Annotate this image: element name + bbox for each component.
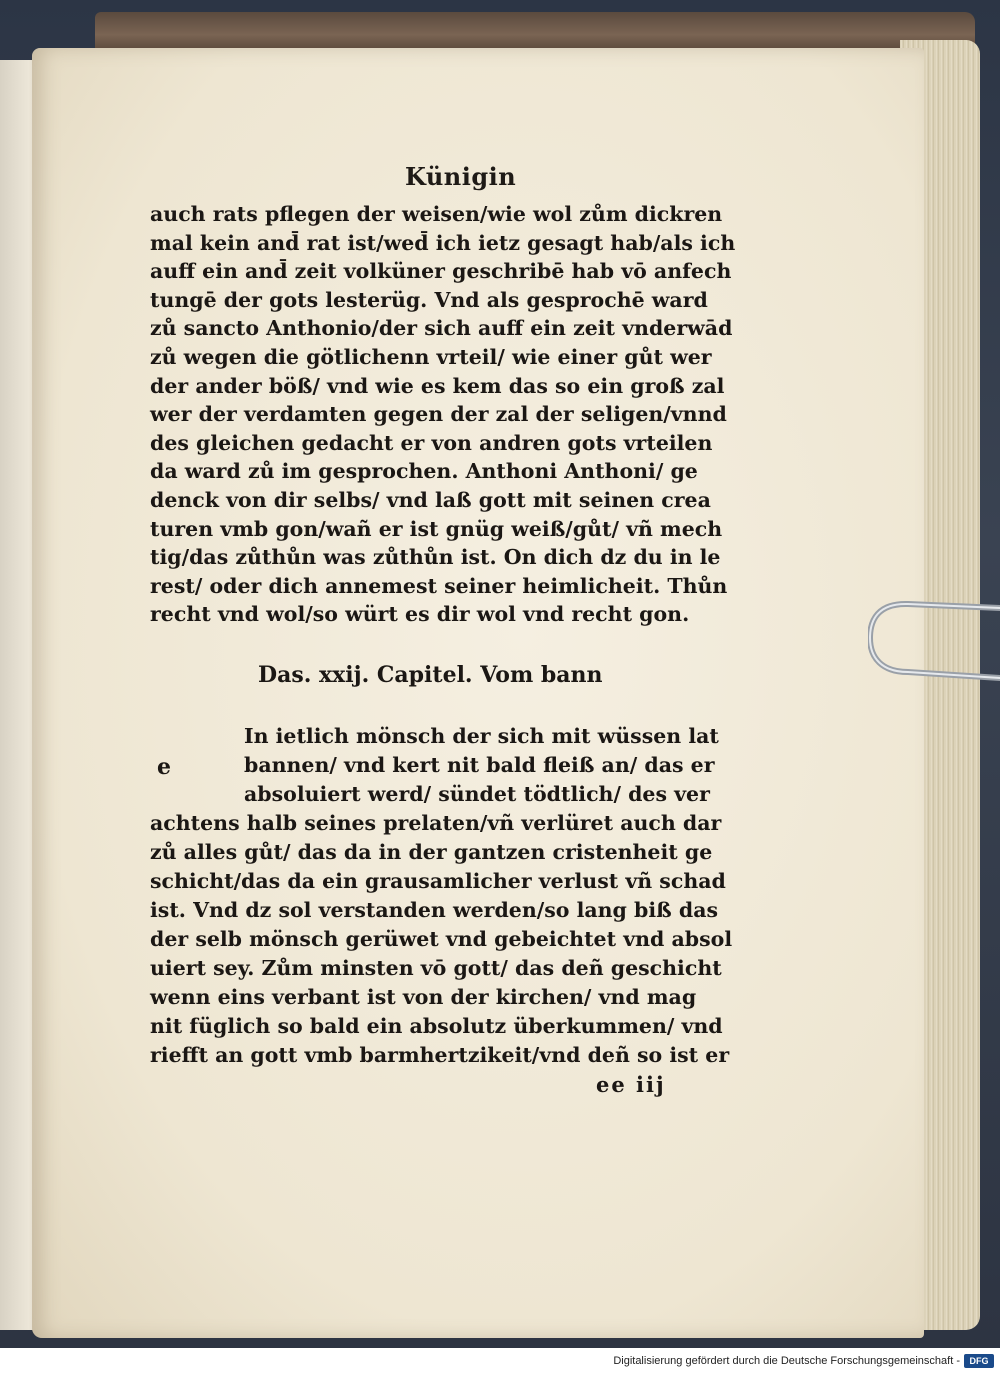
text-line: nit füglich so bald ein absolutz überkummen/ vnd — [150, 1014, 723, 1038]
text-line: riefft an gott vmb barmhertzikeit/vnd deñ so ist er — [150, 1043, 730, 1067]
text-line: tig/das zůthůn was zůthůn ist. On dich dz du in le — [150, 545, 721, 570]
text-line: achtens halb seines prelaten/vñ verlüret auch dar — [150, 811, 722, 835]
text-line: zů sancto Anthonio/der sich auff ein zeit vnderwād — [150, 316, 733, 341]
footer-bar — [0, 1348, 1000, 1374]
text-line: bannen/ vnd kert nit bald fleiß an/ das er — [244, 753, 715, 777]
guide-letter: e — [157, 754, 171, 780]
text-line: wenn eins verbant ist von der kirchen/ vnd mag — [150, 985, 697, 1009]
text-line: des gleichen gedacht er von andren gots vrteilen — [150, 430, 713, 455]
text-line: wer der verdamten gegen der zal der seligen/vnnd — [150, 402, 727, 427]
running-head: Künigin — [405, 162, 517, 191]
text-line: da ward zů im gesprochen. Anthoni Anthoni/ ge — [150, 459, 698, 484]
text-line: uiert sey. Zům minsten vō gott/ das deñ geschicht — [150, 956, 722, 980]
text-line: der selb mönsch gerüwet vnd gebeichtet vnd absol — [150, 927, 733, 951]
text-line: auch rats pflegen der weisen/wie wol zům dickren — [150, 202, 723, 226]
dfg-logo: DFG — [964, 1354, 994, 1368]
funding-credit: Digitalisierung gefördert durch die Deutsche Forschungsgemeinschaft - — [613, 1355, 960, 1367]
book-cover-edge — [95, 12, 975, 50]
text-line: absoluiert werd/ sündet tödtlich/ des ver — [244, 782, 710, 806]
text-line: tungē der gots lesterüg. Vnd als gesprochē ward — [150, 287, 708, 312]
text-line: mal kein and̄ rat ist/wed̄ ich ietz gesagt hab/als ich — [150, 230, 736, 255]
text-line: der ander böß/ vnd wie es kem das so ein groß zal — [150, 373, 725, 398]
text-line: denck von dir selbs/ vnd laß gott mit seinen crea — [150, 487, 711, 512]
text-line: turen vmb gon/wañ er ist gnüg weiß/gůt/ vñ mech — [150, 516, 723, 541]
paragraph-2 — [150, 722, 750, 1070]
text-line: rest/ oder dich annemest seiner heimlicheit. Thůn — [150, 573, 728, 598]
chapter-heading: Das. xxij. Capitel. Vom bann — [258, 662, 603, 688]
text-line: recht vnd wol/so würt es dir wol vnd recht gon. — [150, 602, 690, 627]
text-line: ist. Vnd dz sol verstanden werden/so lang biß das — [150, 898, 719, 922]
text-line: schicht/das da ein grausamlicher verlust vñ schad — [150, 869, 726, 893]
signature-mark: ee iij — [596, 1072, 666, 1097]
page-clip — [868, 598, 1000, 684]
text-line: In ietlich mönsch der sich mit wüssen lat — [244, 724, 719, 748]
text-line: auff ein and̄ zeit volküner geschribē hab vō anfech — [150, 259, 732, 284]
paragraph-1 — [150, 200, 750, 629]
text-line: zů alles gůt/ das da in der gantzen cristenheit ge — [150, 840, 713, 864]
text-line: zů wegen die götlichenn vrteil/ wie einer gůt wer — [150, 344, 712, 369]
